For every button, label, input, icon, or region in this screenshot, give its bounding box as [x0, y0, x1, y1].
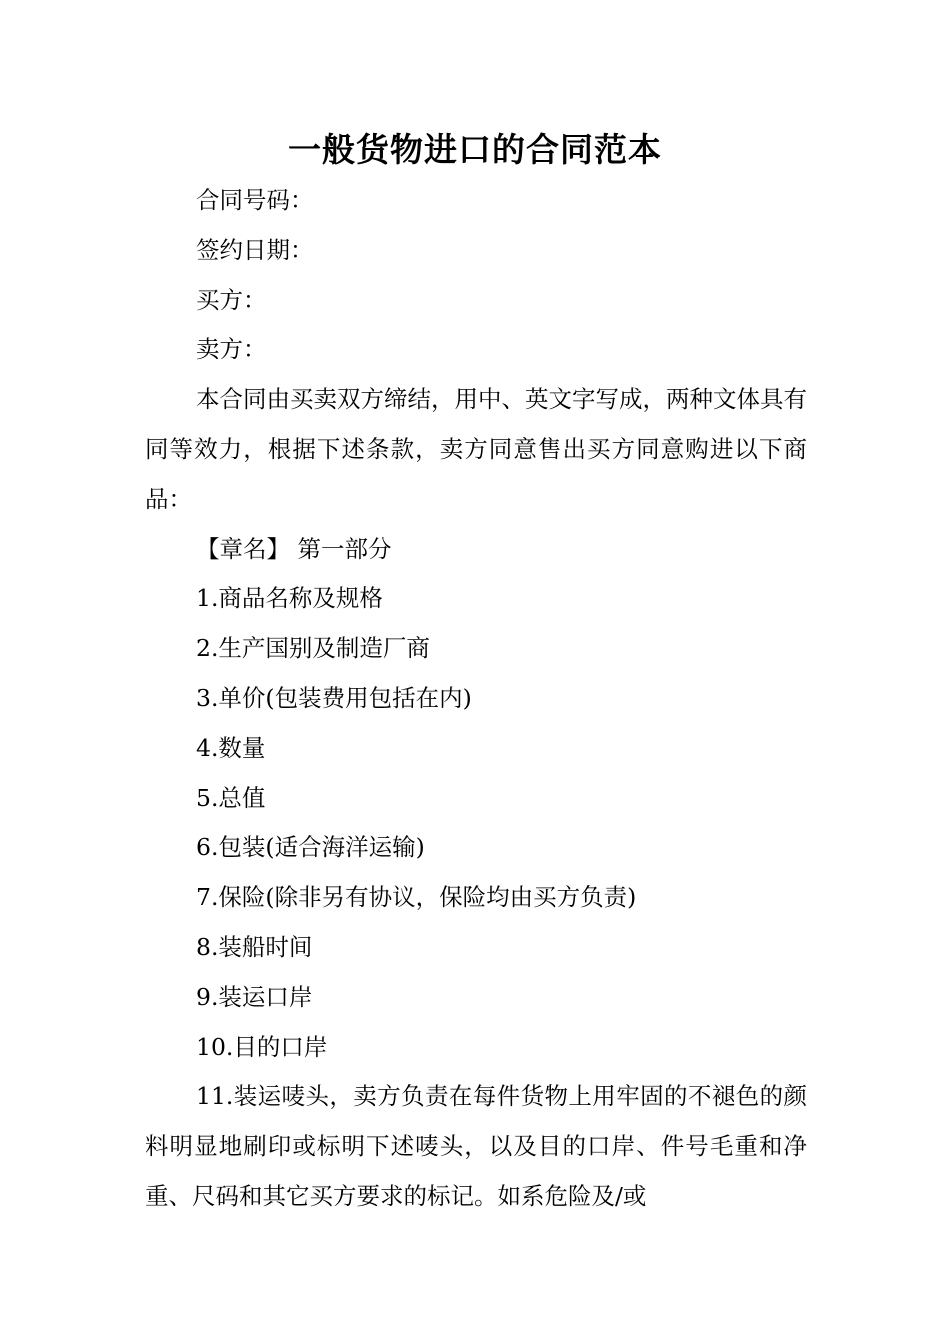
document-body	[145, 176, 807, 1222]
clause-item: 3.单价(包装费用包括在内)	[196, 683, 472, 712]
clause-item: 5.总值	[196, 783, 266, 812]
clause-item: 4.数量	[196, 733, 266, 762]
clause-item: 8.装船时间	[196, 932, 313, 961]
buyer-line: 买方：	[196, 285, 267, 314]
clause-item: 9.装运口岸	[196, 982, 313, 1011]
chapter-heading: 【章名】 第一部分	[196, 534, 392, 563]
clause-item: 2.生产国别及制造厂商	[196, 634, 430, 663]
clause-item: 1.商品名称及规格	[196, 584, 383, 613]
intro-paragraph: 本合同由买卖双方缔结，用中、英文字写成，两种文体具有同等效力，根据下述条款，卖方同意售出买方同意购进以下商品：	[145, 385, 807, 513]
contract-number-line: 合同号码：	[196, 186, 314, 214]
signing-date-line: 签约日期：	[196, 235, 314, 264]
clause-item: 7.保险(除非另有协议，保险均由买方负责)	[196, 883, 637, 912]
clause-item: 11.装运唛头，卖方负责在每件货物上用牢固的不褪色的颜料明显地刷印或标明下述唛头，以及目的口岸、件号毛重和净重、尺码和其它买方要求的标记。如系危险及/或	[145, 1082, 807, 1210]
seller-line: 卖方：	[196, 335, 267, 364]
clause-item: 10.目的口岸	[196, 1032, 328, 1061]
clause-item: 6.包装(适合海洋运输)	[196, 833, 425, 862]
document-title: 一般货物进口的合同范本	[288, 130, 662, 169]
